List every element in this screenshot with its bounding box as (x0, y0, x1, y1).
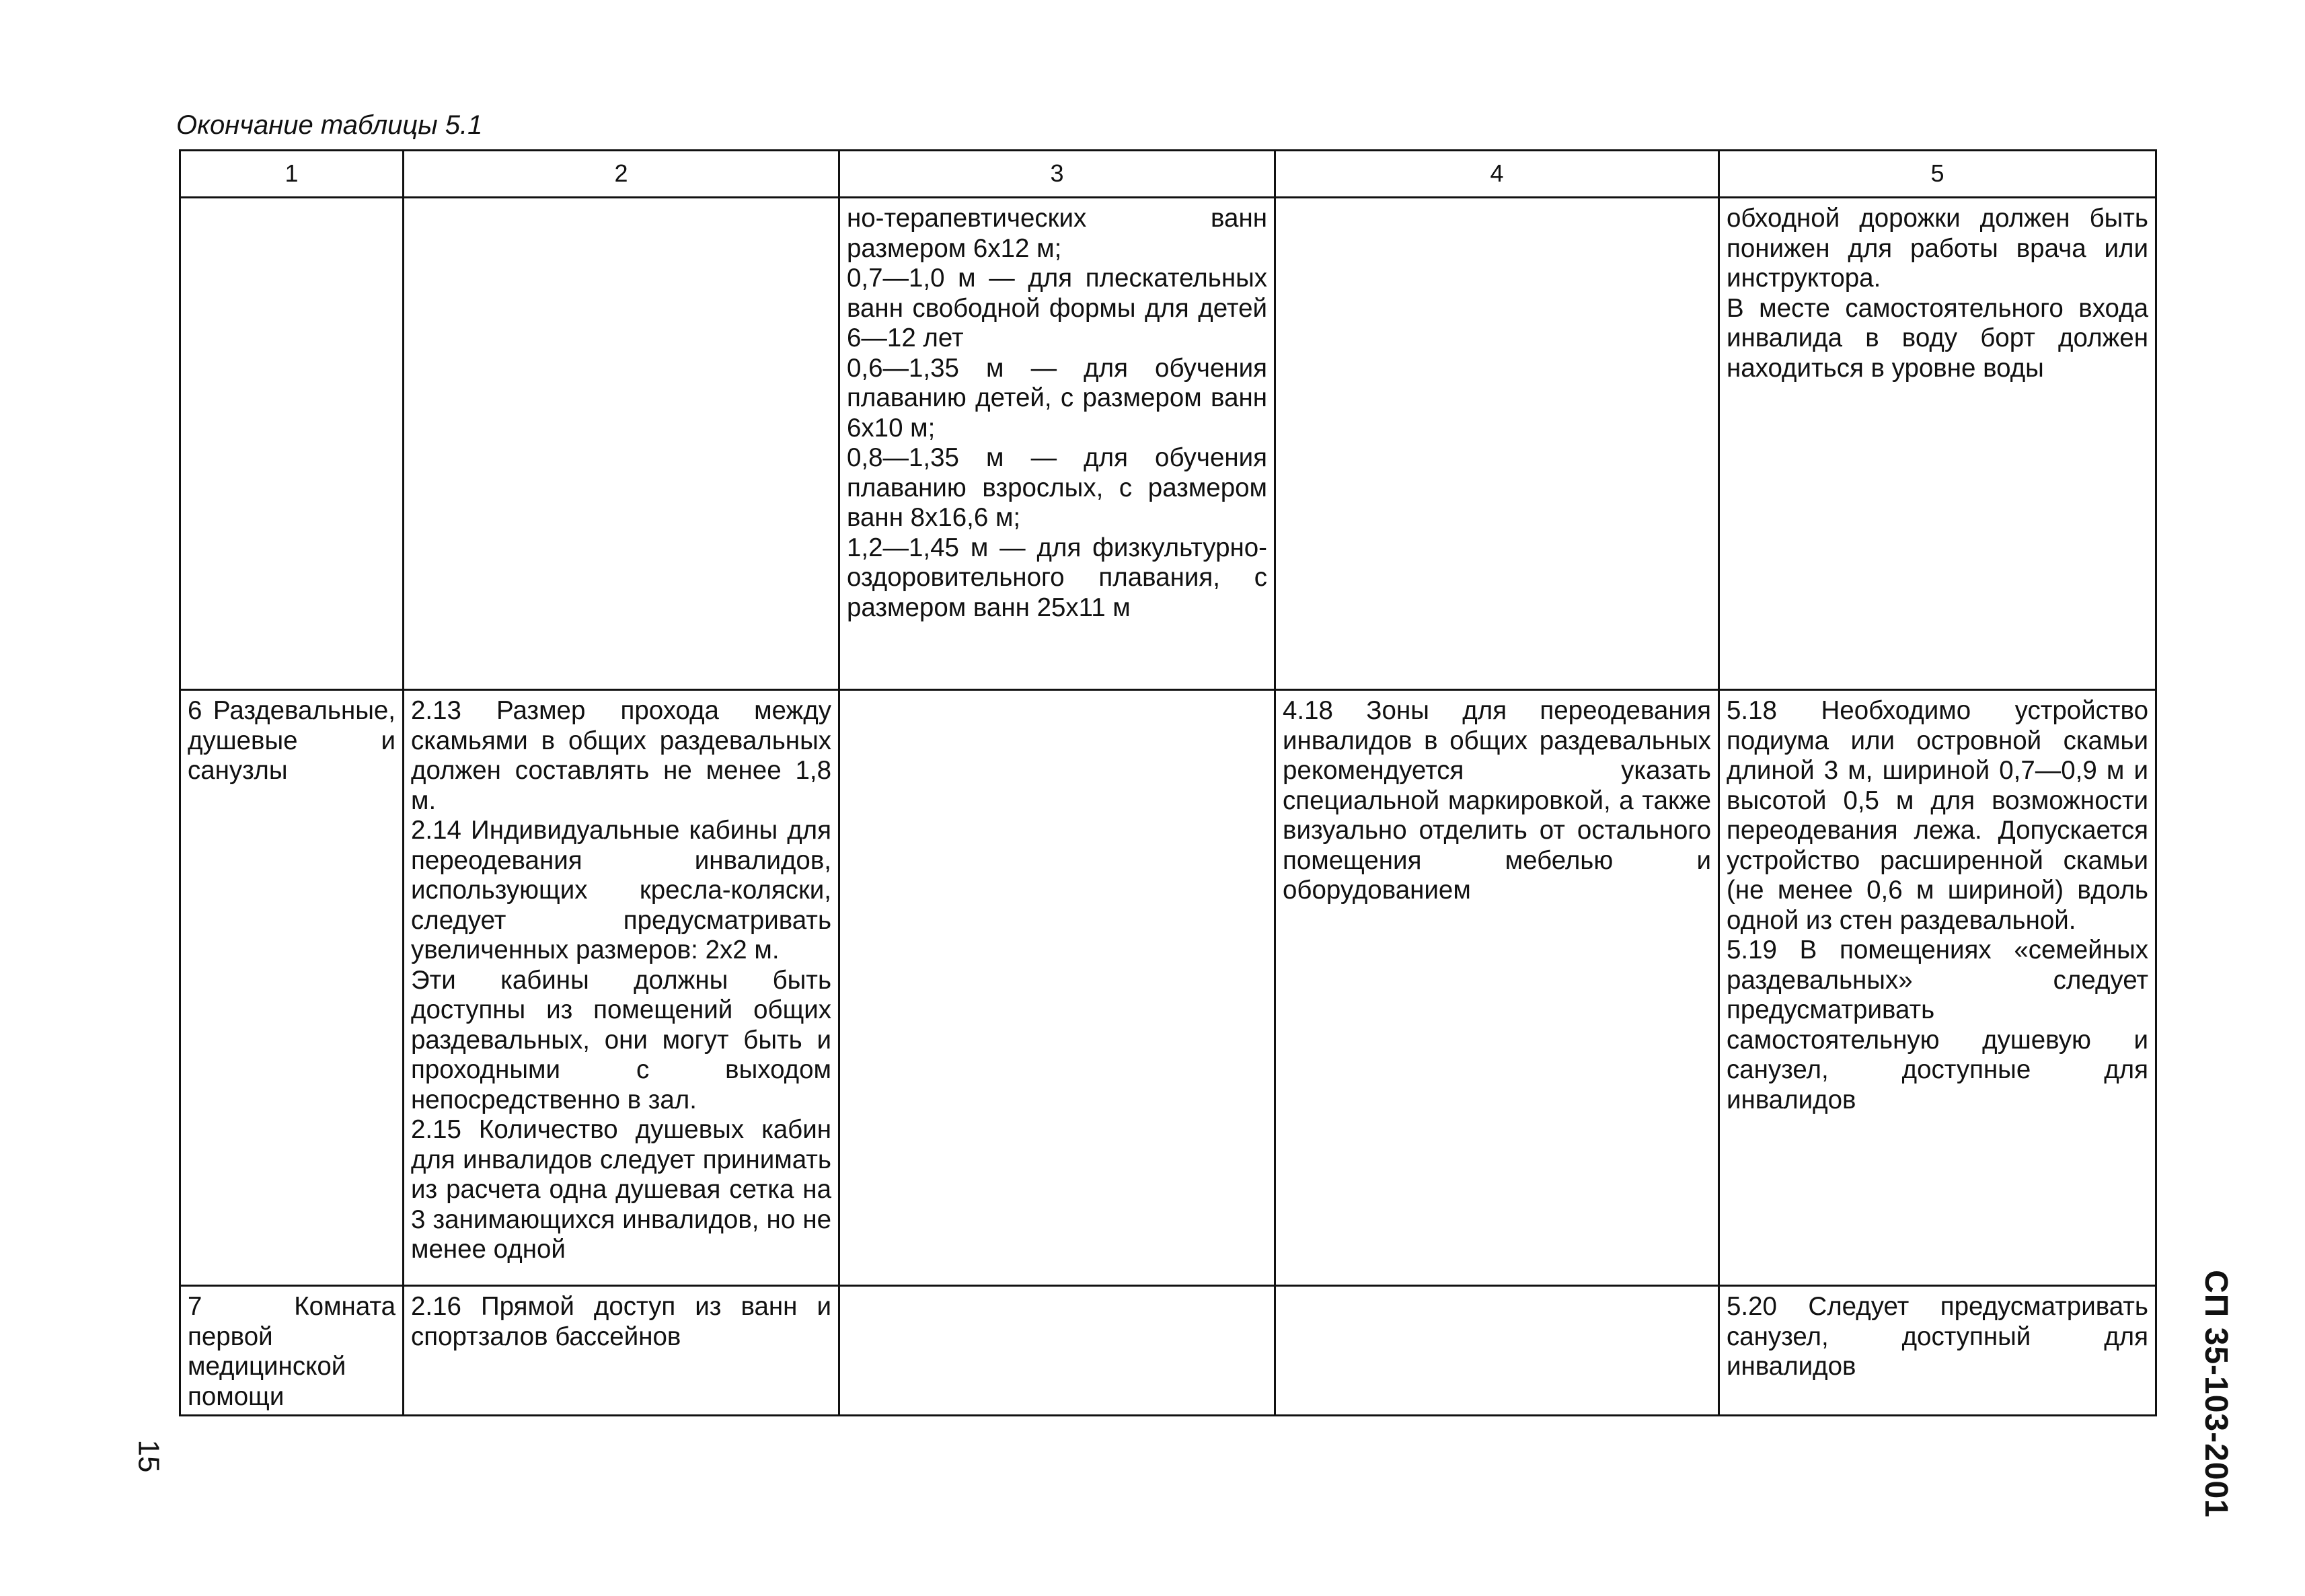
cell-paragraph: но-терапевтических ванн размером 6х12 м; (847, 204, 1267, 263)
cell-paragraph: 4.18 Зоны для переодевания инвалидов в общих раздевальных рекомендуется указать специальной маркировкой, а также визуально отделить от остального помещения мебелью и оборудованием (1283, 696, 1711, 905)
header-col-2: 2 (404, 151, 839, 198)
cell-paragraph: 5.20 Следует предусматривать санузел, доступный для инвалидов (1727, 1292, 2148, 1381)
cell-paragraph: обходной дорожки должен быть понижен для работы врача или инструктора. (1727, 204, 2148, 293)
cell-col-2 (404, 690, 839, 1286)
cell-paragraph: 0,8—1,35 м — для обучения плаванию взрослых, с размером ванн 8х16,6 м; (847, 443, 1267, 532)
table-row (180, 198, 2156, 690)
header-col-1: 1 (180, 151, 404, 198)
cell-paragraph: 2.16 Прямой доступ из ванн и спортзалов бассейнов (411, 1292, 831, 1351)
table-row (180, 690, 2156, 1286)
table-row (180, 1286, 2156, 1416)
cell-col-3 (839, 690, 1275, 1286)
cell-col-4 (1275, 1286, 1719, 1416)
cell-col-2 (404, 1286, 839, 1416)
cell-room (180, 198, 404, 690)
cell-col-4 (1275, 198, 1719, 690)
cell-paragraph: 0,6—1,35 м — для обучения плаванию детей, с размером ванн 6х10 м; (847, 353, 1267, 443)
cell-paragraph: 5.18 Необходимо устройство подиума или островной скамьи длиной 3 м, шириной 0,7—0,9 м и высотой 0,5 м для возможности переодевания лежа. Допускается устройство расширенной скамьи (не менее 0,6 м шириной) вдоль одной из стен раздевальной. (1727, 696, 2148, 935)
cell-paragraph: В месте самостоятельного входа инвалида в воду борт должен находиться в уровне воды (1727, 293, 2148, 383)
page-number: 15 (132, 1439, 165, 1473)
cell-paragraph: 5.19 В помещениях «семейных раздевальных» следует предусматривать самостоятельную душевую и санузел, доступные для инвалидов (1727, 936, 2148, 1114)
cell-paragraph: 6 Раздевальные, душевые и санузлы (188, 696, 395, 785)
cell-paragraph: 0,7—1,0 м — для плескательных ванн свободной формы для детей 6—12 лет (847, 264, 1267, 352)
cell-room (180, 690, 404, 1286)
header-col-3: 3 (839, 151, 1275, 198)
cell-col-5 (1719, 198, 2156, 690)
cell-paragraph: 1,2—1,45 м — для физкультурно-оздоровительного плавания, с размером ванн 25х11 м (847, 533, 1267, 622)
cell-paragraph: 2.13 Размер прохода между скамьями в общих раздевальных должен составлять не менее 1,8 м. (411, 696, 831, 815)
document-code: СП 35-103-2001 (2197, 1270, 2234, 1518)
header-col-5: 5 (1719, 151, 2156, 198)
header-col-4: 4 (1275, 151, 1719, 198)
cell-col-3 (839, 1286, 1275, 1416)
table-header-row (180, 151, 2156, 198)
table-caption: Окончание таблицы 5.1 (176, 110, 483, 140)
cell-paragraph: 2.15 Количество душевых кабин для инвалидов следует принимать из расчета одна душевая сетка на 3 занимающихся инвалидов, но не менее одной (411, 1115, 831, 1264)
cell-room (180, 1286, 404, 1416)
cell-paragraph: 2.14 Индивидуальные кабины для переодевания инвалидов, использующих кресла-коляски, следует предусматривать увеличенных размеров: 2х2 м. (411, 816, 831, 964)
cell-paragraph: 7 Комната первой медицинской помощи (188, 1292, 395, 1411)
cell-col-2 (404, 198, 839, 690)
cell-paragraph: Эти кабины должны быть доступны из помещений общих раздевальных, они могут быть и проходными с выходом непосредственно в зал. (411, 965, 831, 1114)
cell-col-5 (1719, 1286, 2156, 1416)
cell-col-3 (839, 198, 1275, 690)
cell-col-5 (1719, 690, 2156, 1286)
requirements-table (179, 149, 2157, 1416)
cell-col-4 (1275, 690, 1719, 1286)
